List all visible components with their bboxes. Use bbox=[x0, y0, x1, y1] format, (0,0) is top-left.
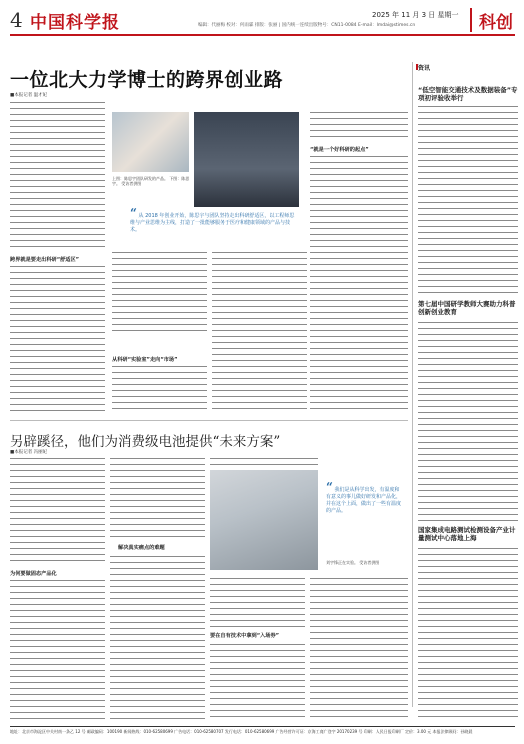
footer-info: 地址：北京市海淀区中关村南一条乙 12 号 邮政编码：100190 新闻热线：010-62580699 广告电话：010-62580707 发行电话：010-62580699 广告经营许可证：京海工商广登字 20170239 号 印刷：人民日报印刷厂 定价：3.00 元 本报法律顾问：孙晓晨 bbox=[10, 729, 473, 734]
masthead-rule bbox=[10, 34, 515, 36]
article2-title: 另辟蹊径，他们为消费级电池提供“未来方案” bbox=[10, 434, 281, 450]
pull-quote-text: 我们是从科学出发，有温度和有意义的事儿做好研发和产品化，并在这个上面，做出了一些有温度的产品。 bbox=[326, 487, 402, 514]
page-number: 4 bbox=[10, 8, 23, 32]
article1-byline: ■本报记者 温才妃 bbox=[10, 93, 48, 98]
article2-column-3 bbox=[210, 578, 305, 628]
article2-column-1b bbox=[10, 580, 105, 720]
article2-column-1 bbox=[10, 458, 105, 566]
article2-column-2 bbox=[110, 458, 205, 538]
article2-column-2b bbox=[110, 556, 205, 721]
sidebar-item-1-body bbox=[418, 106, 518, 296]
sidebar-item-1-title: “低空智能交通技术及数据装备”专项初评验收举行 bbox=[418, 86, 518, 102]
product-photo bbox=[112, 112, 189, 172]
article2-subhead-2: 解决真实痛点的难题 bbox=[118, 545, 165, 551]
sidebar-item-2-title: 第七届中国研学教师大赛助力科普创新创业教育 bbox=[418, 300, 516, 316]
article2-photo-caption: 刘宇锋正在实验。 受访者供图 bbox=[326, 560, 380, 565]
quote-mark-icon: “ bbox=[326, 480, 333, 494]
sidebar-item-3-title: 国家集成电路测试检测设备产业计量测试中心落地上海 bbox=[418, 526, 516, 542]
article2-subhead-3: 要在自有技术中拿到“入场券” bbox=[210, 633, 280, 639]
photo-caption: 上图：陈思宇团队研发的产品。 下图：陈思宇。 受访者供图 bbox=[112, 176, 190, 186]
section-name: 科创 bbox=[470, 8, 520, 32]
article1-column-1b bbox=[10, 266, 105, 411]
article2-pull-quote bbox=[326, 480, 404, 515]
sidebar-divider bbox=[412, 62, 413, 707]
quote-mark-icon: “ bbox=[130, 206, 137, 220]
article1-column-2 bbox=[112, 252, 207, 332]
article1-pull-quote bbox=[130, 206, 295, 234]
article2-column-3b bbox=[210, 644, 305, 722]
footer-rule bbox=[10, 726, 515, 727]
article1-subhead-2: 从科研“实验室”走向“市场” bbox=[112, 357, 178, 363]
article1-title: 一位北大力学博士的跨界创业路 bbox=[10, 69, 284, 91]
article1-column-4 bbox=[310, 112, 408, 142]
sidebar-item-2-body bbox=[418, 322, 518, 522]
article2-column-4 bbox=[310, 578, 408, 722]
sidebar-item-3-body bbox=[418, 548, 518, 720]
article1-column-1 bbox=[10, 102, 105, 252]
pull-quote-text: 从 2018 年创业开始，陈思宇与团队坚持走出科研舒适区，以工程师思维与产业思维为主线，打造了一批能够服务于医疗和健康领域的产品与技术。 bbox=[130, 213, 295, 233]
article1-subhead-1: 跨界就是要走出科研“舒适区” bbox=[10, 257, 80, 263]
article-divider bbox=[10, 420, 408, 421]
sidebar-label: 资讯 bbox=[418, 65, 431, 72]
masthead bbox=[0, 0, 524, 36]
article1-column-4b bbox=[310, 156, 408, 411]
newspaper-logo: 中国科学报 bbox=[30, 13, 120, 33]
article1-subhead-3: “就是一个好科研的起点” bbox=[310, 147, 369, 153]
article2-subhead-1: 为何要做固态产品化 bbox=[10, 571, 57, 577]
article1-column-2b bbox=[112, 366, 207, 411]
researcher-photo bbox=[210, 470, 318, 570]
issue-date: 2025 年 11 月 3 日 星期一 bbox=[372, 11, 459, 19]
article2-byline: ■本报记者 冯丽妃 bbox=[10, 450, 48, 455]
editor-meta: 编辑：代丽梅 校对：何雨霖 排版：张丽 | 国内统一连续出版物号：CN11-0084 E-mail：lmdai@stimes.cn bbox=[198, 23, 416, 28]
portrait-photo bbox=[194, 112, 299, 207]
article1-column-3 bbox=[212, 252, 307, 412]
article2-column-3-top bbox=[210, 458, 318, 468]
